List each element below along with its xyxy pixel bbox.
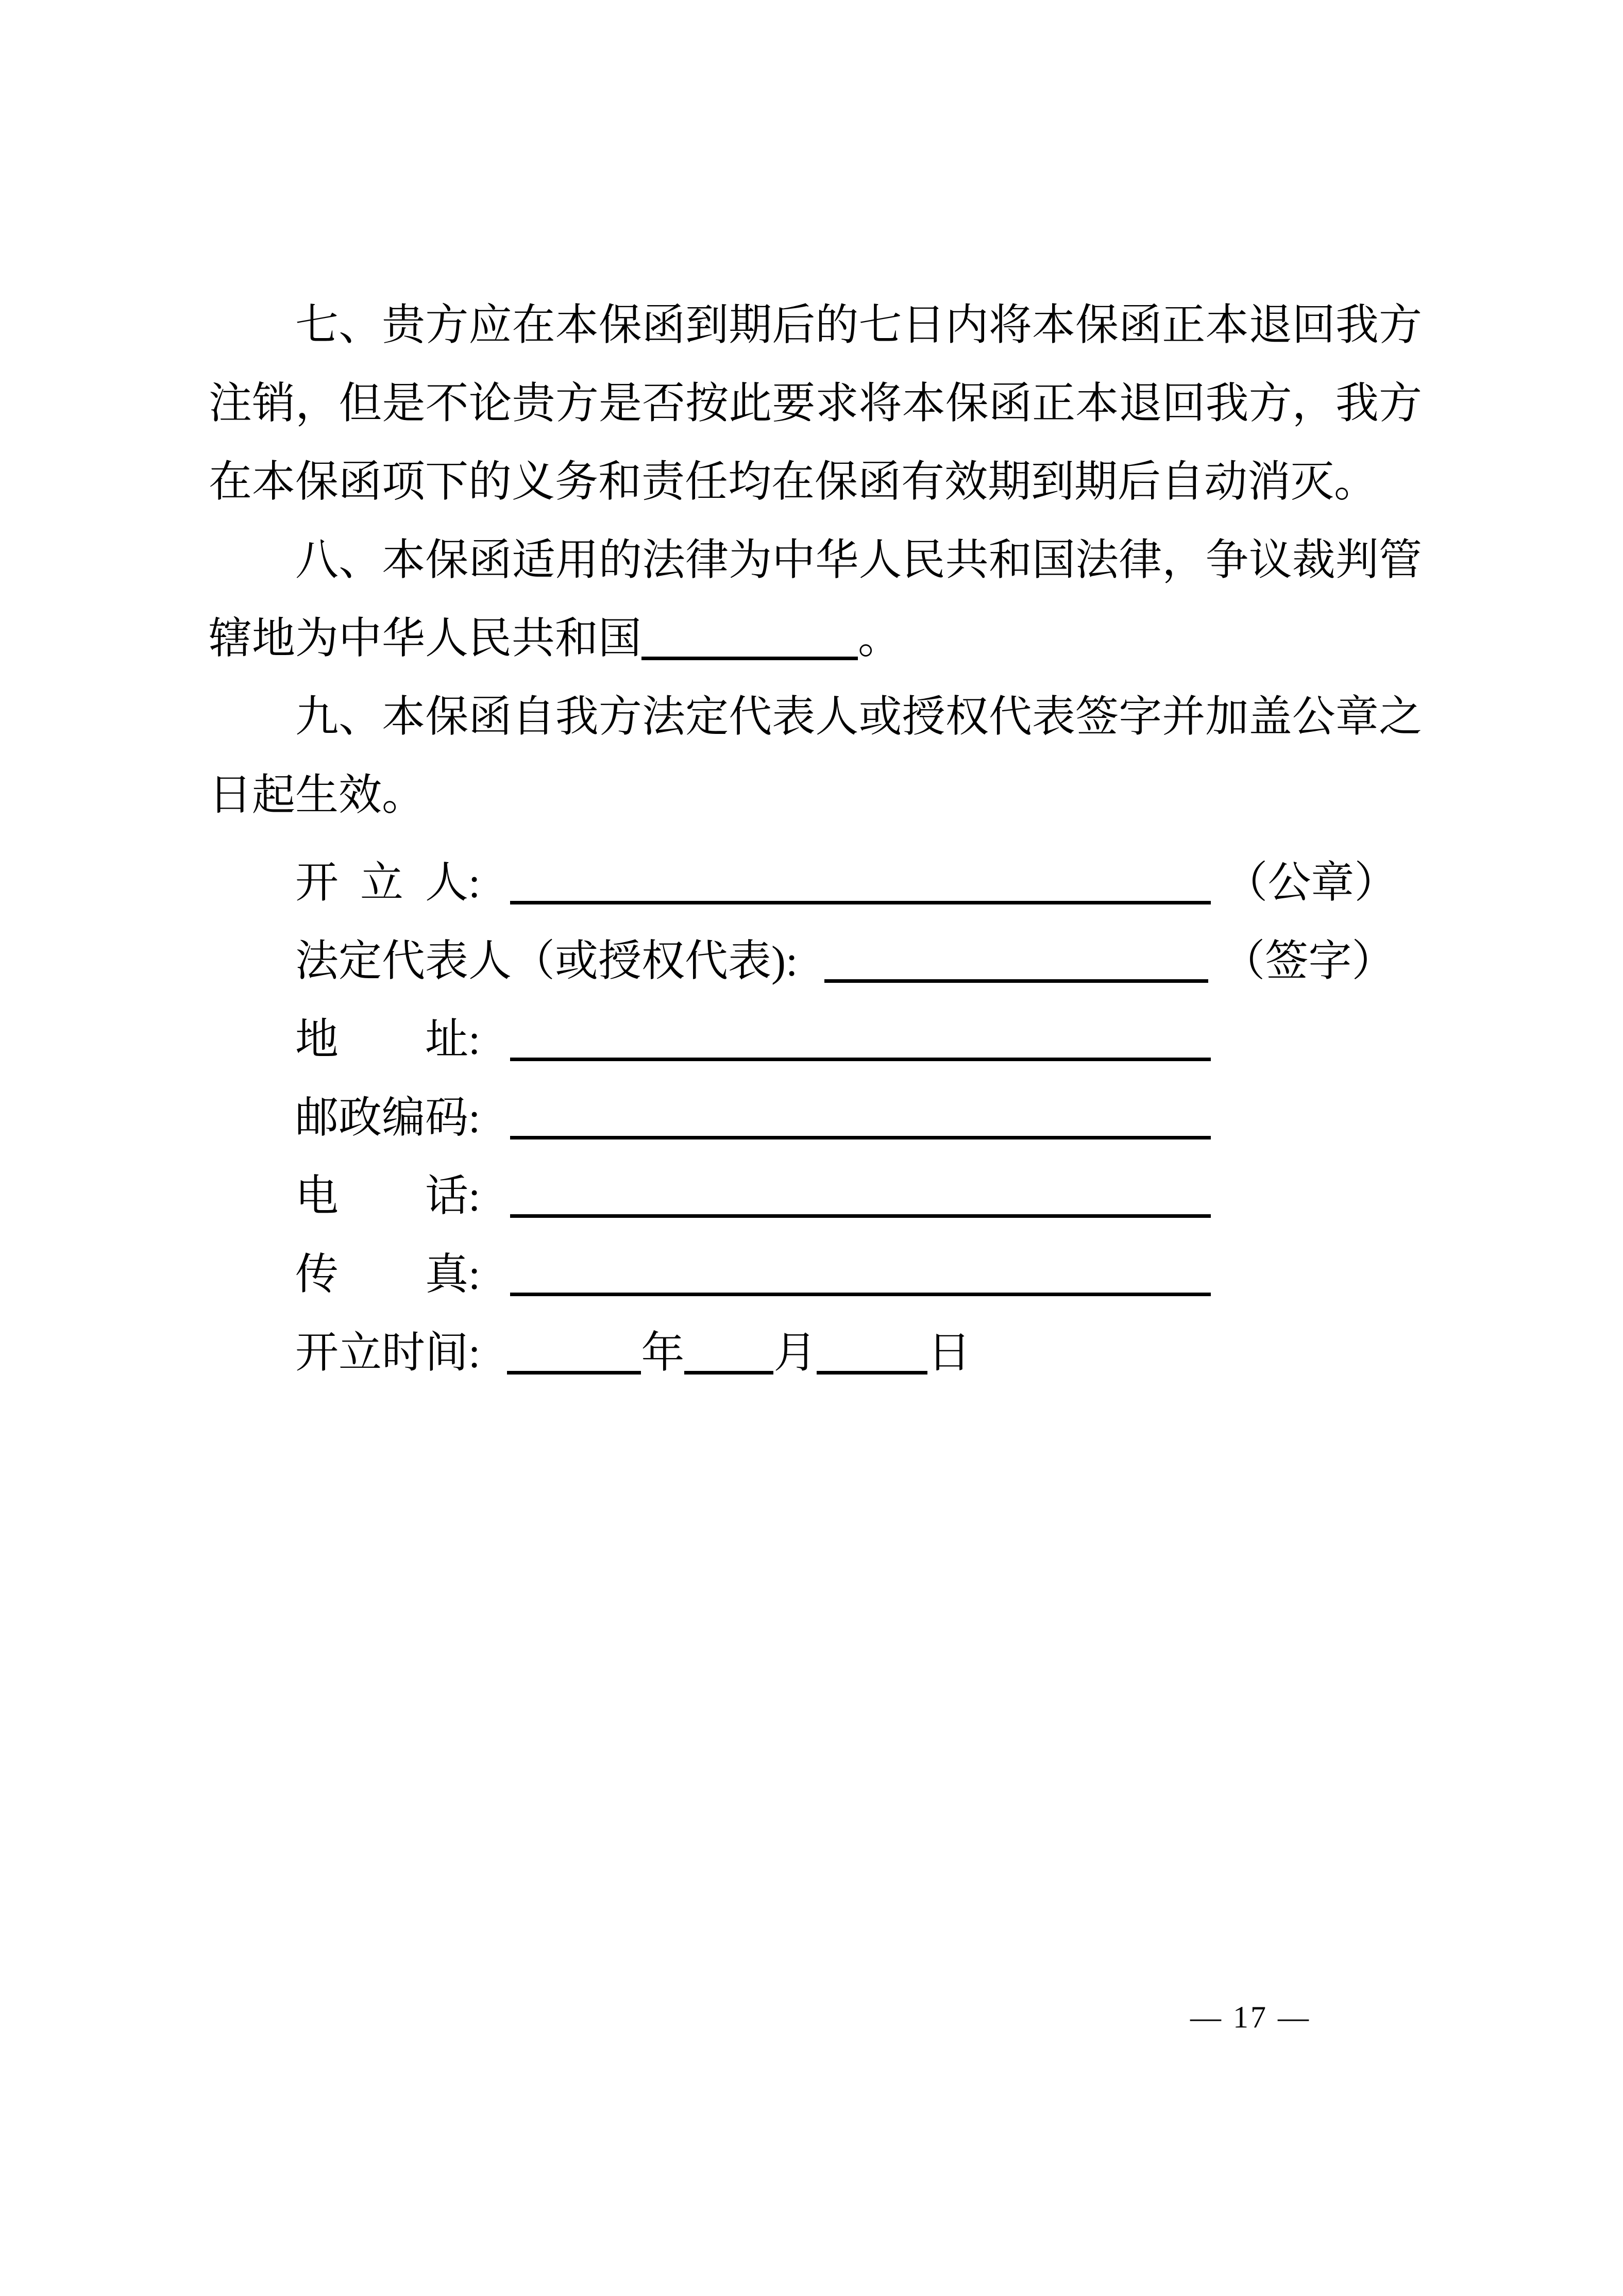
address-row <box>209 1001 1422 1079</box>
signature-form <box>209 844 1422 1393</box>
postcode-blank-line <box>510 1100 1211 1139</box>
postcode-label: 邮政编码 <box>295 1094 469 1142</box>
year-blank-line <box>507 1335 641 1375</box>
legal-rep-label: 法定代表人（或授权代表) <box>295 937 786 985</box>
clause-9-line-2: 日起生效。 <box>209 772 426 819</box>
legal-rep-sign-note: （签字） <box>1222 937 1395 985</box>
fax-blank-line <box>510 1256 1211 1296</box>
issue-date-row <box>209 1314 1422 1393</box>
clause-8 <box>209 522 1422 678</box>
year-unit: 年 <box>641 1329 685 1377</box>
clause-9-line-1: 九、本保函自我方法定代表人或授权代表签字并加盖公章之 <box>295 693 1422 741</box>
fax-row <box>209 1236 1422 1314</box>
day-blank-line <box>817 1335 927 1375</box>
issue-date-label: 开立时间 <box>295 1329 469 1377</box>
postcode-row <box>209 1079 1422 1158</box>
postcode-colon: : <box>468 1094 481 1142</box>
issue-date-colon: : <box>468 1329 481 1377</box>
page-number: — 17 — <box>1190 2000 1311 2034</box>
address-blank-line <box>510 1021 1211 1061</box>
clause-8-line-1: 八、本保函适用的法律为中华人民共和国法律，争议裁判管 <box>295 537 1422 584</box>
clause-8-period: 。 <box>858 615 902 663</box>
clause-7 <box>209 287 1422 522</box>
month-blank-line <box>684 1335 773 1375</box>
clause-8-line-2-text: 辖地为中华人民共和国 <box>209 615 642 663</box>
fax-colon: : <box>468 1251 481 1299</box>
clause-7-line-1: 七、贵方应在本保函到期后的七日内将本保函正本退回我方 <box>295 301 1422 349</box>
opener-seal-note: （公章） <box>1224 859 1398 907</box>
clause-9 <box>209 678 1422 835</box>
clause-8-line-2 <box>209 600 1422 678</box>
day-unit: 日 <box>927 1329 971 1377</box>
fax-label: 传真 <box>295 1251 468 1299</box>
phone-label: 电话 <box>295 1172 468 1220</box>
phone-blank-line <box>510 1178 1211 1218</box>
legal-rep-blank-line <box>824 943 1208 983</box>
phone-colon: : <box>468 1172 481 1220</box>
opener-colon: : <box>468 859 481 907</box>
document-body <box>209 287 1422 1393</box>
jurisdiction-blank-line <box>641 621 858 660</box>
legal-rep-colon: : <box>785 937 798 985</box>
opener-row <box>209 844 1422 923</box>
opener-label: 开立人 <box>295 859 468 907</box>
address-colon: : <box>468 1016 481 1064</box>
month-unit: 月 <box>773 1329 817 1377</box>
opener-blank-line <box>510 865 1211 904</box>
clause-7-line-2: 注销，但是不论贵方是否按此要求将本保函正本退回我方，我方 <box>209 380 1422 428</box>
address-label: 地址 <box>295 1016 468 1064</box>
clause-7-line-3: 在本保函项下的义务和责任均在保函有效期到期后自动消灭。 <box>209 458 1378 506</box>
legal-rep-row <box>209 923 1422 1001</box>
phone-row <box>209 1158 1422 1236</box>
